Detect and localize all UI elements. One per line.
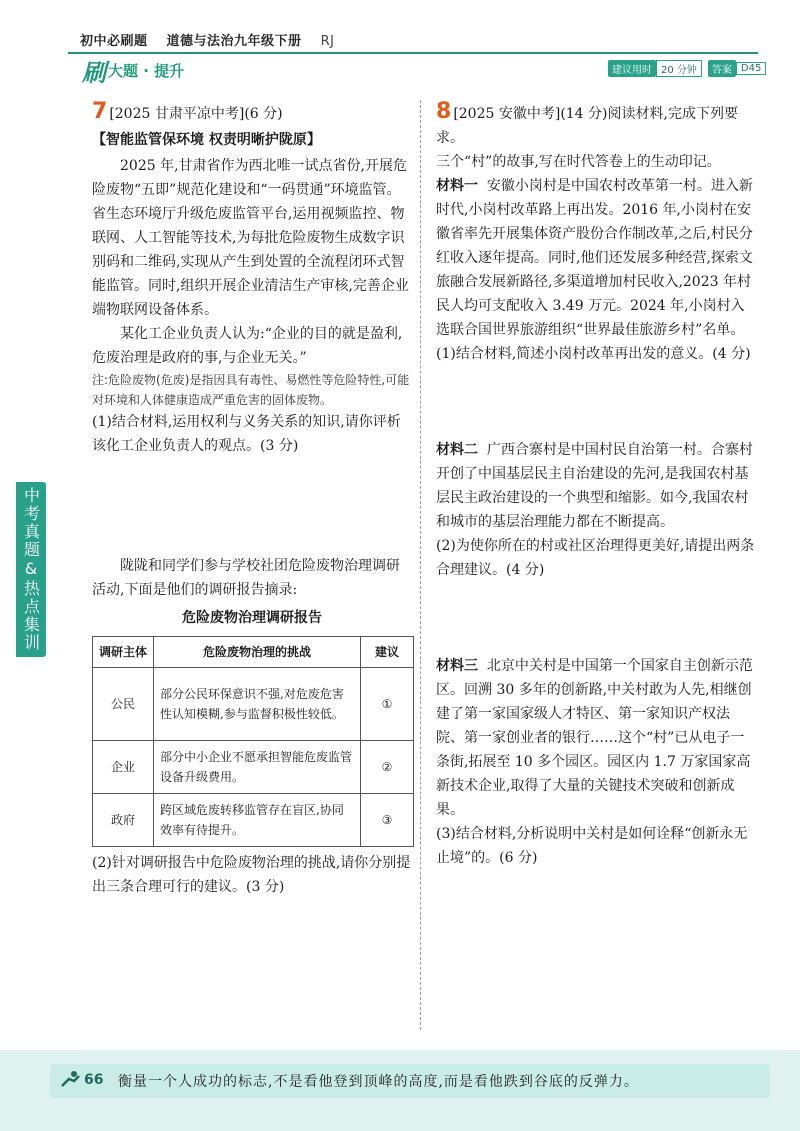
answer-label: 答案: [708, 60, 736, 77]
q8-question3: (3)结合材料,分析说明中关村是如何诠释“创新永无止境”的。(6 分): [436, 826, 748, 866]
q7-note: 注:危险废物(危废)是指因具有毒性、易燃性等危险特性,可能对环境和人体健康造成严重危害的固体废物。: [92, 373, 410, 407]
header-title: [80, 30, 348, 49]
table-cell-advice: ③: [361, 794, 414, 847]
q7-para1: 2025 年,甘肃省作为西北唯一试点省份,开展危险废物“五即”规范化建设和“一码贯通”环境监管。省生态环境厅升级危废监管平台,运用视频监控、物联网、人工智能等技术,为每批危险废物生成数字识别码和二维码,实现从产生到处置的全流程闭环式智能监管。同时,组织开展企业清洁生产审核,完善企业端物联网设备体系。: [92, 158, 409, 318]
column-divider: [420, 100, 421, 1030]
q8-question2: (2)为使你所在的村或社区治理得更美好,请提出两条合理建议。(4 分): [436, 538, 755, 578]
table-row: [93, 741, 414, 794]
material1-label: 材料一: [436, 178, 478, 194]
table-row: [93, 794, 414, 847]
table-row: [93, 668, 414, 741]
q7-source: [2025 甘肃平凉中考](6 分): [109, 106, 283, 122]
q7-title: 【智能监管保环境 权责明晰护陇原】: [92, 132, 321, 148]
q7-para3: 陇陇和同学们参与学校社团危险废物治理调研活动,下面是他们的调研报告摘录:: [92, 558, 400, 598]
table-cell-subject: 企业: [93, 741, 154, 794]
table-cell-advice: ②: [361, 741, 414, 794]
section-name: 大题 · 提升: [108, 61, 185, 80]
q8-source: [2025 安徽中考](14 分)阅读材料,完成下列要求。: [436, 106, 738, 146]
answer-space: [436, 582, 756, 654]
section-big-char: 刷: [82, 58, 106, 87]
page-footer: [0, 1050, 800, 1131]
table-cell-challenge: 跨区域危废转移监管存在盲区,协同效率有待提升。: [154, 794, 361, 847]
time-box: [608, 60, 772, 77]
answer-space: [92, 458, 412, 554]
q7-header: [92, 100, 412, 126]
q8-intro: 三个“村”的故事,写在时代答卷上的生动印记。: [436, 154, 721, 170]
table-cell-subject: 公民: [93, 668, 154, 741]
table-cell-challenge: 部分公民环保意识不强,对危废危害性认知模糊,参与监督积极性较低。: [154, 668, 361, 741]
table-header-row: [93, 637, 414, 668]
answer-space: [436, 366, 756, 438]
book-name: 道德与法治九年级下册: [166, 34, 302, 49]
material1-text: 安徽小岗村是中国农村改革第一村。进入新时代,小岗村改革路上再出发。2016 年,小岗村在安徽省率先开展集体资产股份合作制改革,之后,村民分红收入逐年提高。同时,他们还发展多种经营,探索文旅融合发展新路径,多渠道增加村民收入,2023 年村民人均可支配收入 3.49 万元。2024 年,小岗村入选联合国世界旅游组织“世界最佳旅游乡村”名单。: [436, 178, 753, 338]
q7-question1: (1)结合材料,运用权利与义务关系的知识,请你评析该化工企业负责人的观点。(3 分): [92, 414, 401, 454]
q7-number: 7: [92, 99, 108, 124]
table-header: 危险废物治理的挑战: [154, 637, 361, 668]
runner-icon: [60, 1070, 82, 1088]
q8-question1: (1)结合材料,简述小岗村改革再出发的意义。(4 分): [436, 346, 751, 362]
question-7: [92, 100, 412, 899]
edition-label: RJ: [320, 34, 335, 49]
q8-material3: [436, 654, 756, 822]
material2-label: 材料二: [436, 442, 478, 458]
report-title: 危险废物治理调研报告: [182, 610, 322, 626]
series-name: 初中必刷题: [80, 34, 148, 49]
q8-number: 8: [436, 99, 452, 124]
material3-label: 材料三: [436, 658, 478, 674]
table-cell-advice: ①: [361, 668, 414, 741]
q8-material1: [436, 174, 756, 342]
q7-question2: (2)针对调研报告中危险废物治理的挑战,请你分别提出三条合理可行的建议。(3 分): [92, 855, 411, 895]
question-8: [436, 100, 756, 870]
q8-header: [436, 100, 756, 150]
answer-page: D45: [736, 62, 766, 75]
page-header: [0, 0, 800, 88]
time-label: 建议用时: [608, 60, 656, 77]
table-header: 建议: [361, 637, 414, 668]
footer-motto: 衡量一个人成功的标志,不是看他登到顶峰的高度,而是看他跌到谷底的反弹力。: [118, 1074, 639, 1090]
side-tab: 中考真题&热点集训: [16, 482, 46, 657]
table-header: 调研主体: [93, 637, 154, 668]
material2-text: 广西合寨村是中国村民自治第一村。合寨村开创了中国基层民主自治建设的先河,是我国农村基层民主政治建设的一个典型和缩影。如今,我国农村和城市的基层治理能力都在不断提高。: [436, 442, 753, 530]
report-table: [92, 636, 414, 847]
material3-text: 北京中关村是中国第一个国家自主创新示范区。回溯 30 多年的创新路,中关村敢为人先,相继创建了第一家国家级人才特区、第一家知识产权法院、第一家创业者的银行……这个“村”已从电子一条街,拓展至 10 多个园区。园区内 1.7 万家国家高新技术企业,取得了大量的关键技术突破和创新成果。: [436, 658, 753, 818]
page-number: 66: [84, 1072, 104, 1088]
header-rule: [68, 52, 758, 54]
table-cell-subject: 政府: [93, 794, 154, 847]
table-cell-challenge: 部分中小企业不愿承担智能危废监管设备升级费用。: [154, 741, 361, 794]
section-brand: [82, 56, 185, 87]
q7-para2: 某化工企业负责人认为:“企业的目的就是盈利,危废治理是政府的事,与企业无关。”: [92, 326, 403, 366]
time-value: 20 分钟: [656, 60, 702, 77]
q8-material2: [436, 438, 756, 534]
